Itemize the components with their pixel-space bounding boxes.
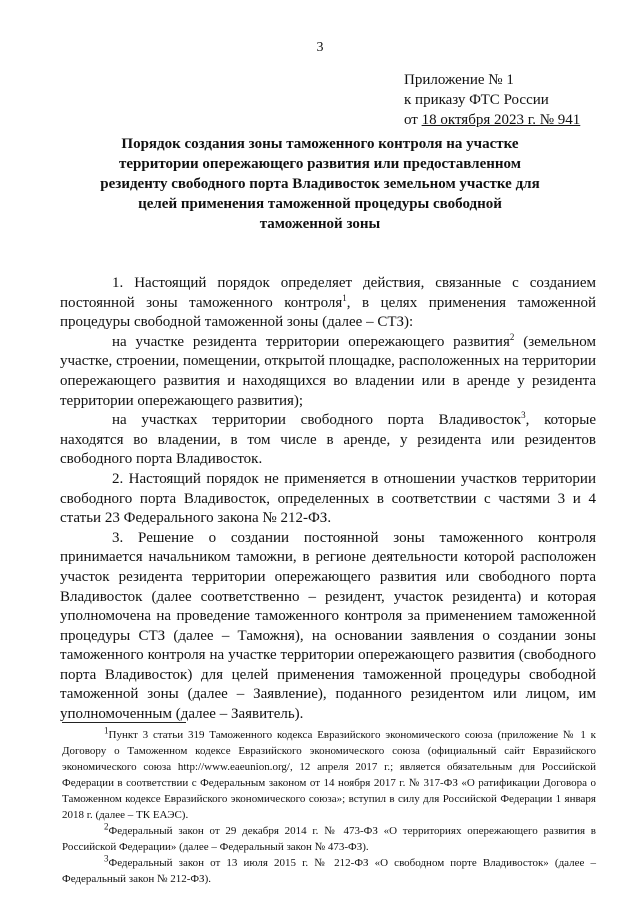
footnote: $^1$Пункт 3 статьи 319 Таможенного кодекса Евразийского экономического союза (приложение № 1 к Договору о Таможенном кодексе Евразийского экономического союза (официальный сайт Евразийского экономического союза http://www.eaeunion.org/, 12 апреля 2017 г.; является обязательным для Российской Федерации в соответствии с Федеральным законом от 14 ноября 2017 г. № 317-ФЗ «О ратификации Договора о Таможенном кодексе Евразийского экономического союза»; вступил в силу для Российской Федерации 1 января 2018 г. (далее – ТК ЕАЭС). xyxy=(62,725,596,821)
footnote-ref: 1 xyxy=(342,292,347,303)
footnotes xyxy=(62,727,596,887)
appendix-number: Приложение № 1 xyxy=(404,72,514,88)
paragraph: 3. Решение о создании постоянной зоны таможенного контроля принимается начальником таможни, в регионе деятельности которой расположен участок резидента территории опережающего развития или свободного порта Владивосток (далее соответственно – резидент, участок резидента) и которая уполномочена на проведение таможенного контроля за применением таможенной процедуры СТЗ (далее – Таможня), на основании заявления о создании зоны таможенного контроля на участке территории опережающего развития (свободного порта Владивосток) для целей применения таможенной процедуры свободной таможенной зоны (далее – Заявление), поданного резидентом или лицом, им уполномоченным (далее – Заявитель). xyxy=(60,529,596,723)
appendix-order: к приказу ФТС России xyxy=(404,92,549,108)
document-title: Порядок создания зоны таможенного контроля на участке территории опережающего развития или предоставленном резиденту свободного порта Владивосток земельном участке для целей применения таможенной процедуры свободной таможенной зоны xyxy=(100,136,540,232)
paragraph: 1. Настоящий порядок определяет действия, связанные с созданием постоянной зоны таможенного контроля$^1$, в целях применения таможенной процедуры свободной таможенной зоны (далее – СТЗ): xyxy=(60,275,596,331)
footnote-separator xyxy=(62,722,186,723)
page-number: 3 xyxy=(316,40,324,55)
appendix-date-prefix: от xyxy=(404,112,422,128)
document-body xyxy=(60,274,596,725)
footnote-ref: 2 xyxy=(509,331,515,342)
appendix-date: 18 октября 2023 г. № 941 xyxy=(421,112,581,128)
appendix-header xyxy=(404,70,580,130)
appendix-date-line xyxy=(404,110,580,130)
footnote-ref: 3 xyxy=(521,410,526,421)
footnote: $^2$Федеральный закон от 29 декабря 2014 г. № 473-ФЗ «О территориях опережающего развития в Российской Федерации» (далее – Федеральный закон № 473-ФЗ). xyxy=(62,821,596,853)
footnote: $^3$Федеральный закон от 13 июля 2015 г. № 212-ФЗ «О свободном порте Владивосток» (далее – Федеральный закон № 212-ФЗ). xyxy=(62,853,596,885)
paragraph: 2. Настоящий порядок не применяется в отношении участков территории свободного порта Владивосток, определенных в соответствии с частями 3 и 4 статьи 23 Федерального закона № 212-ФЗ. xyxy=(60,470,596,527)
paragraph: на участках территории свободного порта Владивосток$^3$, которые находятся во владении, в том числе в аренде, у резидента или резидентов свободного порта Владивосток. xyxy=(60,410,596,468)
paragraph: на участке резидента территории опережающего развития$^2$ (земельном участке, строении, помещении, открытой площадке, расположенных на территории опережающего развития и находящихся во владении или в аренде у резидента территории опережающего развития); xyxy=(60,331,597,409)
